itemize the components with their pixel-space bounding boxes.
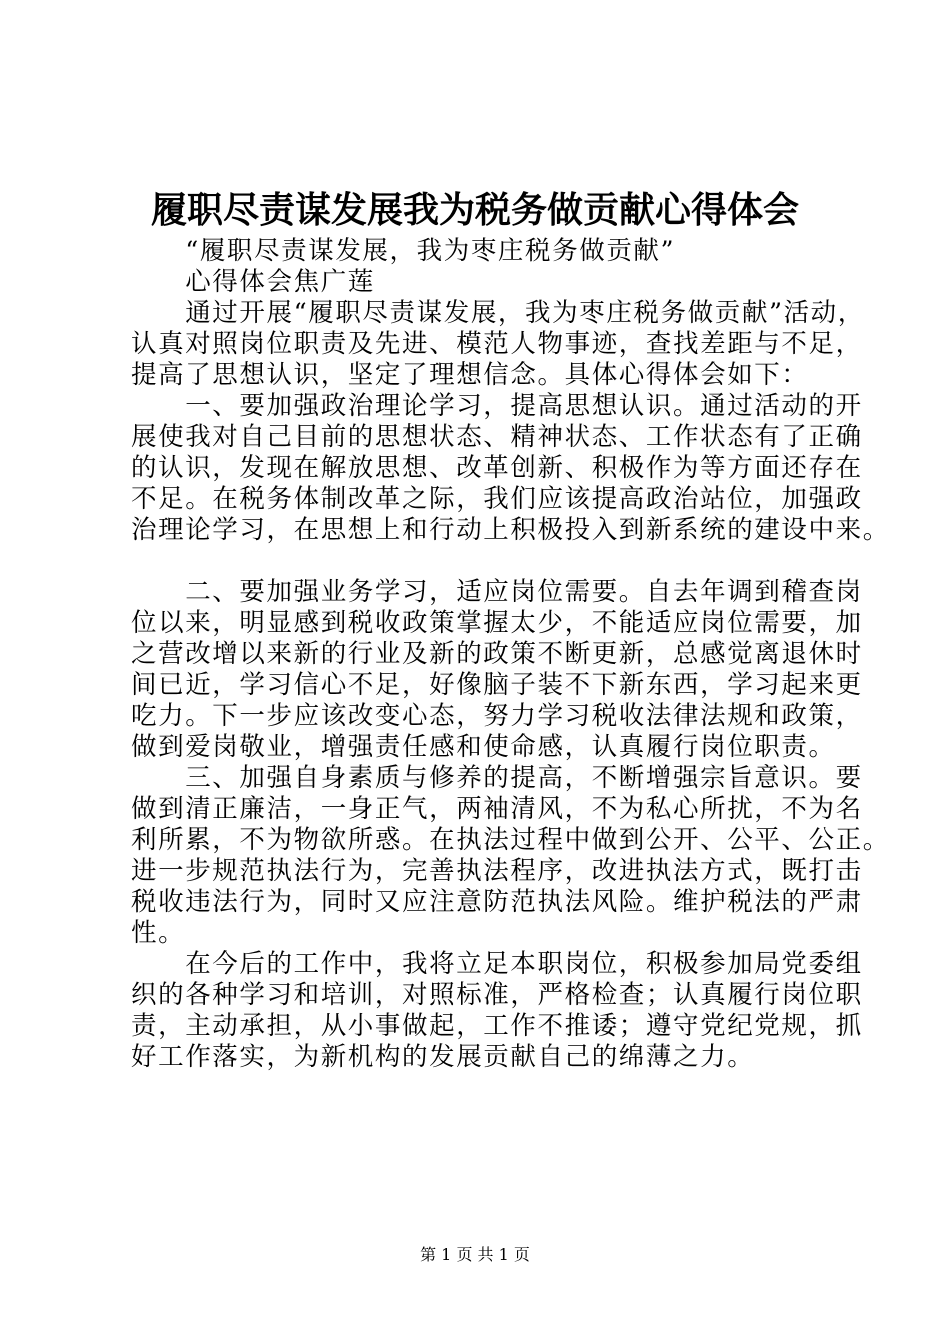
page-footer: 第 1 页 共 1 页 — [420, 1245, 530, 1264]
body-line: 提高了思想认识，坚定了理想信念。具体心得体会如下： — [131, 360, 809, 390]
body-line: 织的各种学习和培训，对照标准，严格检查；认真履行岗位职 — [131, 980, 863, 1010]
body-line: 二、要加强业务学习，适应岗位需要。自去年调到稽查岗 — [131, 577, 863, 607]
body-line: “履职尽责谋发展，我为枣庄税务做贡献” — [131, 236, 676, 266]
body-line: 通过开展“履职尽责谋发展，我为枣庄税务做贡献”活动， — [131, 298, 865, 328]
body-line: 性。 — [131, 918, 186, 948]
body-line: 心得体会焦广莲 — [131, 267, 375, 297]
body-line: 做到爱岗敬业，增强责任感和使命感，认真履行岗位职责。 — [131, 732, 836, 762]
body-line: 一、要加强政治理论学习，提高思想认识。通过活动的开 — [131, 391, 863, 421]
body-line: 在今后的工作中，我将立足本职岗位，积极参加局党委组 — [131, 949, 863, 979]
body-line: 税收违法行为，同时又应注意防范执法风险。维护税法的严肃 — [131, 887, 863, 917]
body-line: 做到清正廉洁，一身正气，两袖清风，不为私心所扰，不为名 — [131, 794, 863, 824]
body-line: 吃力。下一步应该改变心态，努力学习税收法律法规和政策， — [131, 701, 863, 731]
body-line: 进一步规范执法行为，完善执法程序，改进执法方式，既打击 — [131, 856, 863, 886]
body-line: 认真对照岗位职责及先进、模范人物事迹，查找差距与不足， — [131, 329, 863, 359]
body-line: 好工作落实，为新机构的发展贡献自己的绵薄之力。 — [131, 1042, 755, 1072]
body-line: 责，主动承担，从小事做起，工作不推诿；遵守党纪党规，抓 — [131, 1011, 863, 1041]
document-title: 履职尽责谋发展我为税务做贡献心得体会 — [150, 189, 799, 231]
body-line: 的认识，发现在解放思想、改革创新、积极作为等方面还存在 — [131, 453, 863, 483]
document-body — [131, 236, 890, 1073]
body-line: 不足。在税务体制改革之际，我们应该提高政治站位，加强政 — [131, 484, 863, 514]
body-line: 利所累，不为物欲所惑。在执法过程中做到公开、公平、公正。 — [131, 825, 890, 855]
body-line: 之营改增以来新的行业及新的政策不断更新，总感觉离退休时 — [131, 639, 863, 669]
blank-line — [131, 546, 851, 577]
body-line: 治理论学习，在思想上和行动上积极投入到新系统的建设中来。 — [131, 515, 890, 545]
body-line: 展使我对自己目前的思想状态、精神状态、工作状态有了正确 — [131, 422, 863, 452]
body-line: 间已近，学习信心不足，好像脑子装不下新东西，学习起来更 — [131, 670, 863, 700]
body-line: 三、加强自身素质与修养的提高，不断增强宗旨意识。要 — [131, 763, 863, 793]
body-line: 位以来，明显感到税收政策掌握太少，不能适应岗位需要，加 — [131, 608, 863, 638]
